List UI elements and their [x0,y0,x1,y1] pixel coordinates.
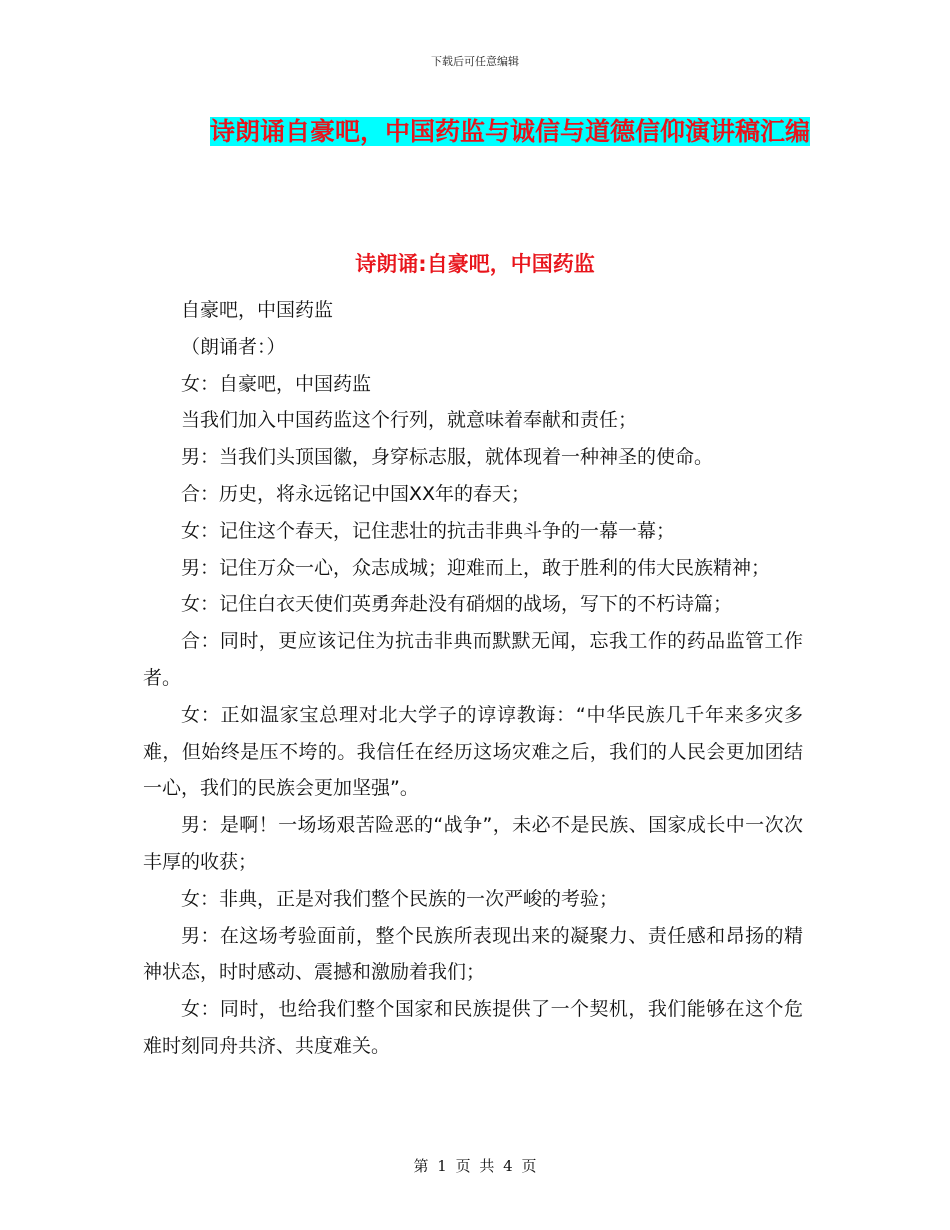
paragraph: 女：记住这个春天，记住悲壮的抗击非典斗争的一幕一幕； [181,519,676,542]
document-title-text: 诗朗诵自豪吧，中国药监与诚信与道德信仰演讲稿汇编 [209,117,810,146]
paragraph: 男：当我们头顶国徽，身穿标志服，就体现着一种神圣的使命。 [181,446,714,469]
paragraph: 男：记住万众一心，众志成城；迎难而上，敢于胜利的伟大民族精神； [181,556,771,579]
document-title [190,110,830,154]
header-note: 下载后可任意编辑 [431,55,519,68]
paragraph: 女：自豪吧，中国药监 [181,372,372,395]
body-text [143,292,803,1065]
section-title: 诗朗诵:自豪吧，中国药监 [355,252,595,276]
paragraph: 女：非典，正是对我们整个民族的一次严峻的考验； [181,887,619,910]
paragraph: 当我们加入中国药监这个行列，就意味着奉献和责任； [181,409,638,432]
paragraph: 男：是啊！一场场艰苦险恶的“战争”，未必不是民族、国家成长中一次次丰厚的收获； [143,814,803,873]
paragraph: 男：在这场考验面前，整个民族所表现出来的凝聚力、责任感和昂扬的精神状态，时时感动、震撼和激励着我们； [143,924,803,984]
paragraph: 合：历史，将永远铭记中国XX年的春天； [181,482,531,505]
page-number-footer: 第 1 页 共 4 页 [413,1157,537,1175]
paragraph: 女：同时，也给我们整个国家和民族提供了一个契机，我们能够在这个危难时刻同舟共济、共度难关。 [143,998,803,1057]
paragraph: 合：同时，更应该记住为抗击非典而默默无闻，忘我工作的药品监管工作者。 [143,630,803,689]
paragraph: （朗诵者：） [181,335,286,358]
paragraph: 女：记住白衣天使们英勇奔赴没有硝烟的战场，写下的不朽诗篇； [181,593,733,616]
paragraph: 自豪吧，中国药监 [181,299,334,321]
paragraph: 女：正如温家宝总理对北大学子的谆谆教诲：“中华民族几千年来多灾多难，但始终是压不垮的。我信任在经历这场灾难之后，我们的人民会更加团结一心，我们的民族会更加坚强”。 [143,703,803,800]
